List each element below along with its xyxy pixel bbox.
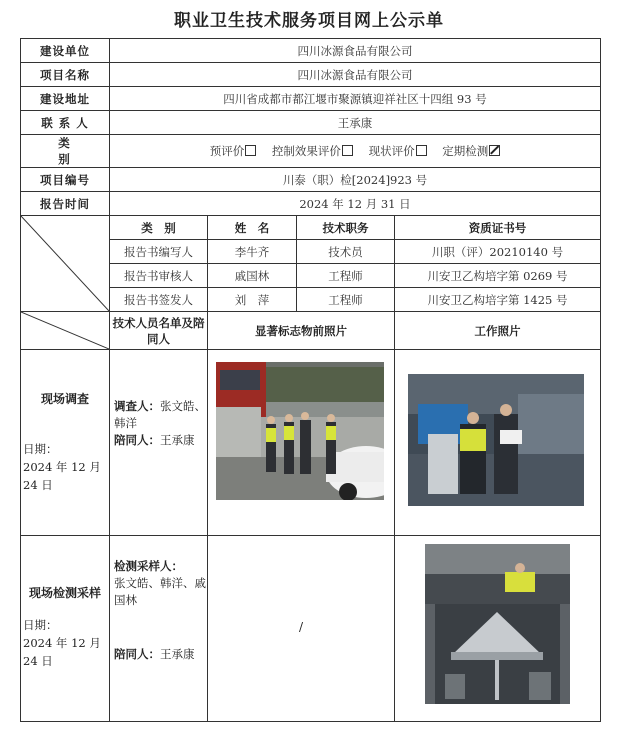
- row-code: [21, 168, 601, 192]
- survey-names-cell: [110, 350, 208, 536]
- option-pre-evaluation: 预评价: [210, 144, 257, 158]
- work-photo: [408, 374, 584, 506]
- staff-cert: 川职（评）20210140 号: [395, 240, 601, 264]
- staff-header-row: [21, 216, 601, 240]
- sampling-names-cell: [110, 536, 208, 722]
- staff-header-title: 技术职务: [297, 216, 395, 240]
- landmark-photo: [216, 362, 384, 500]
- code-label: 项目编号: [21, 168, 110, 192]
- row-category: [21, 135, 601, 168]
- work-photo-header: 工作照片: [395, 312, 601, 350]
- option-periodic-testing: 定期检测: [442, 144, 500, 158]
- contact-label: 联 系 人: [21, 111, 110, 135]
- sampling-photo: [425, 544, 570, 704]
- survey-work-photo-cell: [395, 350, 601, 536]
- survey-landmark-photo-cell: [208, 350, 395, 536]
- row-address: [21, 87, 601, 111]
- survey-title: 现场调查: [40, 392, 89, 406]
- landmark-photo-image: [216, 362, 384, 500]
- sampling-row: [21, 536, 601, 722]
- investigator-value: 张文皓、韩洋: [114, 399, 206, 430]
- staff-role: 报告书签发人: [110, 288, 208, 312]
- unit-value: 四川冰源食品有限公司: [110, 39, 601, 63]
- staff-role: 报告书编写人: [110, 240, 208, 264]
- project-label: 项目名称: [21, 63, 110, 87]
- work-photo-image: [408, 374, 584, 506]
- sampler-label: 检测采样人：: [114, 559, 183, 573]
- names-header: 技术人员名单及陪同人: [110, 312, 208, 350]
- option-status-evaluation: 现状评价: [369, 144, 427, 158]
- photos-corner-cell: [21, 312, 110, 350]
- sampling-work-photo-cell: [395, 536, 601, 722]
- address-value: 四川省成都市都江堰市聚源镇迎祥社区十四组 93 号: [110, 87, 601, 111]
- sampling-companion-label: 陪同人：: [114, 647, 160, 661]
- time-value: 2024 年 12 月 31 日: [110, 192, 601, 216]
- time-label: 报告时间: [21, 192, 110, 216]
- row-project: [21, 63, 601, 87]
- landmark-photo-header: 显著标志物前照片: [208, 312, 395, 350]
- row-contact: [21, 111, 601, 135]
- page-title: 职业卫生技术服务项目网上公示单: [174, 11, 444, 31]
- option-control-effect: 控制效果评价: [272, 144, 353, 158]
- survey-phase-cell: [21, 350, 110, 536]
- code-value: 川泰（职）检[2024]923 号: [110, 168, 601, 192]
- survey-companion-value: 王承康: [160, 433, 195, 447]
- staff-name: 李牛齐: [208, 240, 297, 264]
- investigator-label: 调查人：: [114, 399, 160, 413]
- staff-name: 戚国林: [208, 264, 297, 288]
- checkbox-status-evaluation: [416, 145, 427, 156]
- photos-header-row: [21, 312, 601, 350]
- sampling-companion-value: 王承康: [160, 647, 195, 661]
- staff-name: 刘 萍: [208, 288, 297, 312]
- staff-header-cert: 资质证书号: [395, 216, 601, 240]
- survey-companion-label: 陪同人：: [114, 433, 160, 447]
- staff-title: 技术员: [297, 240, 395, 264]
- survey-row: [21, 350, 601, 536]
- publicity-table: [20, 38, 601, 722]
- survey-date: 日期： 2024 年 12 月 24 日: [23, 442, 101, 492]
- address-label: 建设地址: [21, 87, 110, 111]
- sampling-phase-cell: [21, 536, 110, 722]
- sampling-photo-image: [425, 544, 570, 704]
- sampler-value: 张文皓、韩洋、戚国林: [114, 576, 206, 607]
- project-value: 四川冰源食品有限公司: [110, 63, 601, 87]
- contact-value: 王承康: [110, 111, 601, 135]
- sampling-landmark-photo-cell: [208, 536, 395, 722]
- row-unit: [21, 39, 601, 63]
- staff-role: 报告书审核人: [110, 264, 208, 288]
- staff-title: 工程师: [297, 288, 395, 312]
- staff-header-category: 类 别: [110, 216, 208, 240]
- staff-cert: 川安卫乙构培字第 1425 号: [395, 288, 601, 312]
- no-photo-slash: /: [298, 620, 304, 634]
- staff-title: 工程师: [297, 264, 395, 288]
- diagonal-line: [21, 312, 109, 349]
- category-label: 类 别: [21, 135, 110, 168]
- diagonal-line: [21, 216, 109, 311]
- staff-cert: 川安卫乙构培字第 0269 号: [395, 264, 601, 288]
- checkbox-control-effect: [342, 145, 353, 156]
- category-options: [110, 135, 601, 168]
- unit-label: 建设单位: [21, 39, 110, 63]
- staff-corner-cell: [21, 216, 110, 312]
- checkbox-pre-evaluation: [245, 145, 256, 156]
- sampling-title: 现场检测采样: [28, 586, 101, 600]
- staff-header-name: 姓 名: [208, 216, 297, 240]
- sampling-date: 日期： 2024 年 12 月 24 日: [23, 618, 101, 668]
- row-time: [21, 192, 601, 216]
- checkbox-periodic-testing-checked: [489, 145, 500, 156]
